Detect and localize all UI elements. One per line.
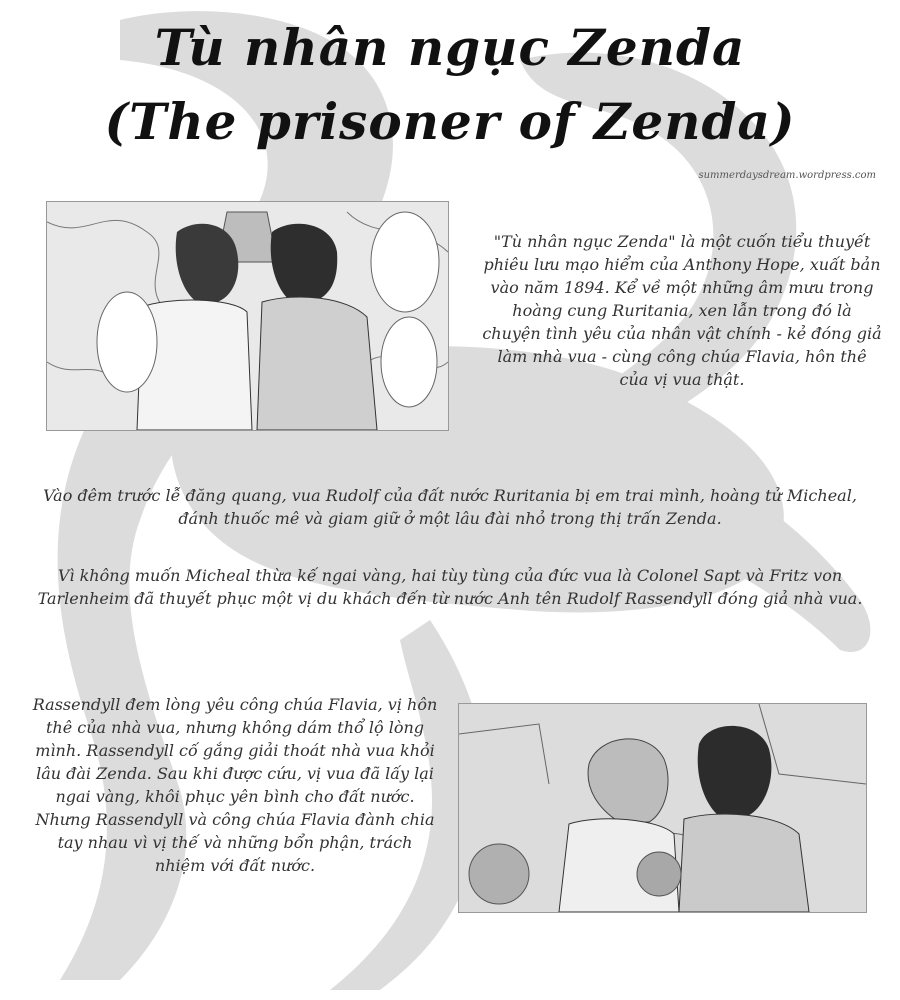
plot-paragraph-3: Rassendyll đem lòng yêu công chúa Flavia, vị hôn thê của nhà vua, nhưng không dám thổ lộ lòng mình. Rassendyll cố gắng giải thoát nhà vua khỏi lâu đài Zenda. Sau khi được cứu, vị vua đã lấy lại ngai vàng, khôi phục yên bình cho đất nước. Nhưng Rassendyll và công chúa Flavia đành chia tay nhau vì vị thế và những bổn phận, trách nhiệm với đất nước.	[32, 695, 438, 875]
title-english: (The prisoner of Zenda)	[104, 92, 796, 151]
plot-paragraph-2: Vì không muốn Micheal thừa kế ngai vàng, hai tùy tùng của đức vua là Colonel Sapt và Fritz von Tarlenheim đã thuyết phục một vị du khách đến từ nước Anh tên Rudolf Rassendyll đóng giả nhà vua.	[37, 566, 863, 608]
plot-paragraph-1: Vào đêm trước lễ đăng quang, vua Rudolf của đất nước Ruritania bị em trai mình, hoàng tử Micheal, đánh thuốc mê và giam giữ ở một lâu đài nhỏ trong thị trấn Zenda.	[43, 486, 857, 528]
intro-paragraph: "Tù nhân ngục Zenda" là một cuốn tiểu thuyết phiêu lưu mạo hiểm của Anthony Hope, xuất bản vào năm 1894. Kể về một những âm mưu trong hoàng cung Ruritania, xen lẫn trong đó là chuyện tình yêu của nhân vật chính - kẻ đóng giả làm nhà vua - cùng công chúa Flavia, hôn thê của vị vua thật.	[482, 232, 882, 389]
illustration-bottom-panel	[458, 703, 867, 913]
illustration-top-panel	[46, 201, 449, 431]
title-vietnamese: Tù nhân ngục Zenda	[154, 18, 746, 77]
manga-two-men-icon	[47, 202, 448, 430]
source-watermark: summerdaysdream.wordpress.com	[698, 170, 876, 181]
manga-couple-icon	[459, 704, 866, 912]
